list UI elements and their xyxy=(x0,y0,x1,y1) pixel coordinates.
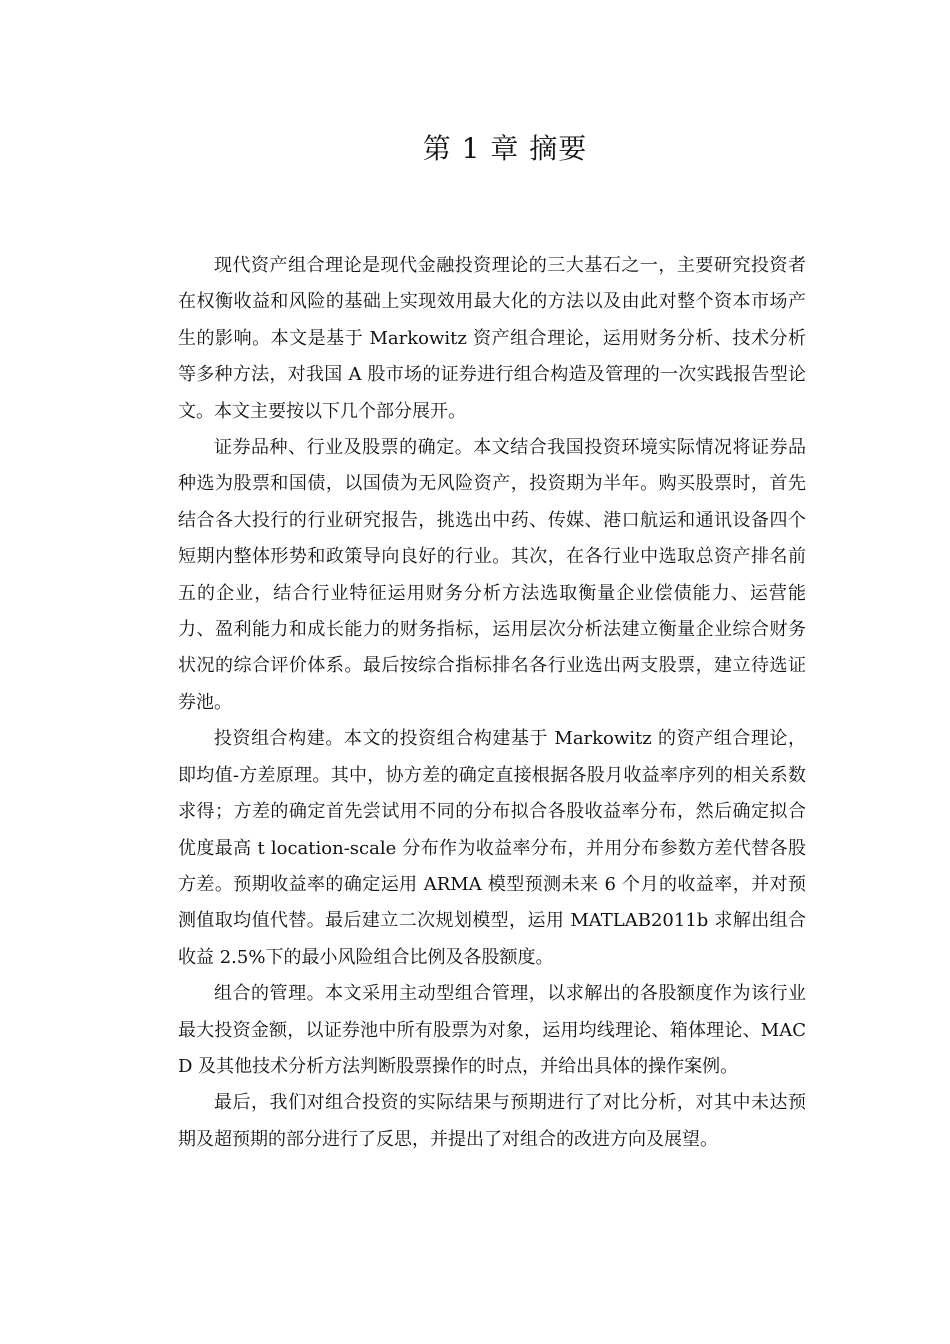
paragraph-portfolio-construction: 投资组合构建。本文的投资组合构建基于 Markowitz 的资产组合理论，即均值-方差原理。其中，协方差的确定直接根据各股月收益率序列的相关系数求得；方差的确定首先尝试用不同的分布拟合各股收益率分布，然后确定拟合优度最高 t location-scale 分布作为收益率分布，并用分布参数方差代替各股方差。预期收益率的确定运用 ARMA 模型预测未来 6 个月的收益率，并对预测值取均值代替。最后建立二次规划模型，运用 MATLAB2011b 求解出组合收益 2.5%下的最小风险组合比例及各股额度。 xyxy=(178,728,806,968)
paragraph-securities-selection: 证券品种、行业及股票的确定。本文结合我国投资环境实际情况将证券品种选为股票和国债，以国债为无风险资产，投资期为半年。购买股票时，首先结合各大投行的行业研究报告，挑选出中药、传媒、港口航运和通讯设备四个短期内整体形势和政策导向良好的行业。其次，在各行业中选取总资产排名前五的企业，结合行业特征运用财务分析方法选取衡量企业偿债能力、运营能力、盈利能力和成长能力的财务指标，运用层次分析法建立衡量企业综合财务状况的综合评价体系。最后按综合指标排名各行业选出两支股票，建立待选证券池。 xyxy=(178,437,806,713)
paragraph-conclusion: 最后，我们对组合投资的实际结果与预期进行了对比分析，对其中未达预期及超预期的部分进行了反思，并提出了对组合的改进方向及展望。 xyxy=(178,1092,806,1150)
abstract-body xyxy=(178,248,806,1158)
paragraph-portfolio-management: 组合的管理。本文采用主动型组合管理，以求解出的各股额度作为该行业最大投资金额，以证券池中所有股票为对象，运用均线理论、箱体理论、MACD 及其他技术分析方法判断股票操作的时点，并给出具体的操作案例。 xyxy=(178,983,806,1077)
chapter-title: 第 1 章 摘要 xyxy=(422,132,588,165)
paragraph-intro: 现代资产组合理论是现代金融投资理论的三大基石之一，主要研究投资者在权衡收益和风险的基础上实现效用最大化的方法以及由此对整个资本市场产生的影响。本文是基于 Markowitz 资产组合理论，运用财务分析、技术分析等多种方法，对我国 A 股市场的证券进行组合构造及管理的一次实践报告型论文。本文主要按以下几个部分展开。 xyxy=(178,255,806,422)
